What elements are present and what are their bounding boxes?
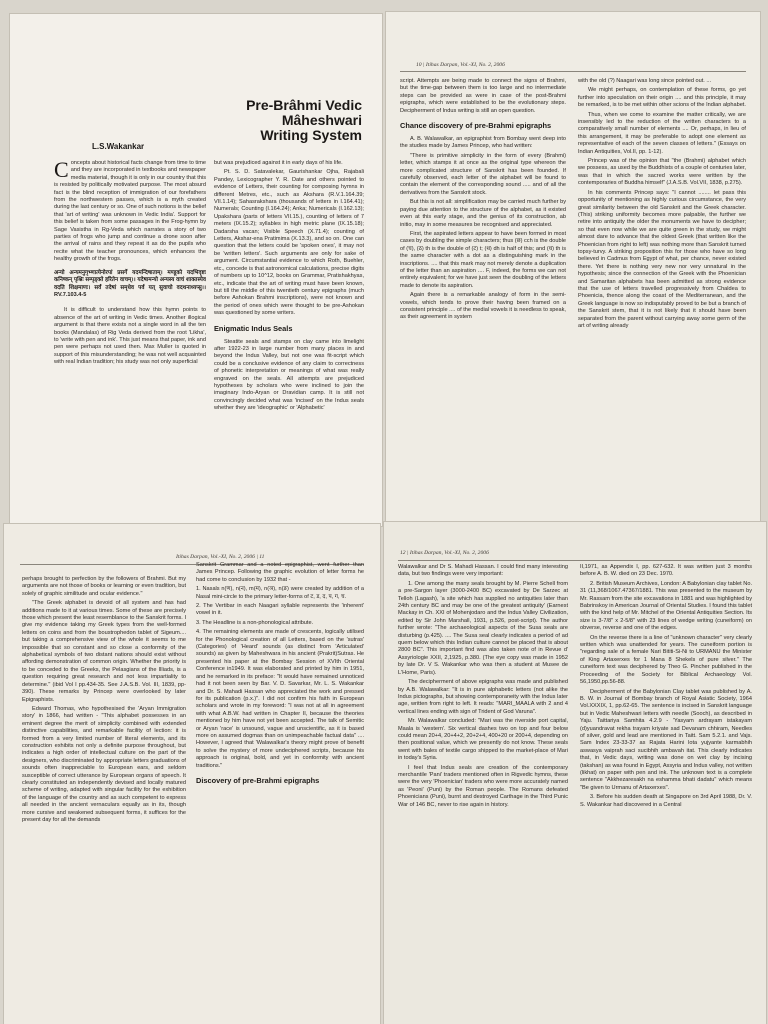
page3-column-1 (22, 576, 186, 1020)
page-1 (10, 14, 382, 526)
intro-paragraph: Concepts about historical facts change from time to time and they are incorporated in textbooks and newspaper media material, though it is only in our country that this is resisted by politically motivated purpose. The most absurd fact is the blind reception of immigration of our forefathers from the northwestern passes, which is a myth created during the last century or so. One of such notions is the belief that 'art of writing' was unknown in Vedic India'. Support for this belief is taken from some passages in the Frog-hymn by Sage Vasistha in Rg-Veda which narrates a story of two parties of frogs who jump and continue a drone soon after the arrival of rains and they repeat it as do the pupils who recite what the teacher pronounces, which enhances the healthy growth of the frogs. (54, 160, 206, 263)
paragraph: perhaps brought to perfection by the followers of Brahmi. But my arguments are not those of books or learning or even tradition, but solely of graphic similitude and ocular evidence." (22, 576, 186, 597)
list-item: 1. Nasals n(ण), n(न), m(म), n(ञ), n(ङ) were created by addition of a Nasal mini-circle to the primary letter-forms of ट, ड, द, प, ग, च. (196, 586, 364, 600)
paragraph: Decipherment of the Babylonian Clay tablet was published by A. B. W. in Journal of Bombay branch of Royal Asiatic Society, 1964 Vol.XXXIX, 1, pp.62-65. The sentence is incised in Sanskrit language but in Vedic Maheshwari letters with needle (Sooch), as described in Yaju. Taittariya Samhita 4.2.9 - 'Yasyam ardrayam istakayam (d)yuandravat rekha trayam kriyate sad Devanam chhiram, Needles of silver, gold and lead are mentioned in Taitt. Sam 5.2.1. and Vajs. Sam Index 23-33-37 as Rajata Harini lota yujyante karmabhih aswasya vaiprah saci sucibhih ambavah itat. This clearly indicates that, in Vedic days, writing was done on wet clay by incising (takshan) as was found in Egypt, Assyria and Indus valley, not written (likhat) on paper with pen and ink. The unknown text is a complete sentence "Akkhezaresakh na eshamma bhati dadatu" which means "Be given to Urmanu of Artaxerxes". (580, 688, 752, 791)
paragraph: II,1971, as Appendix I, pp. 627-632. It was written just 3 months before A. B. W. died on 23 Dec. 1970. (580, 564, 752, 578)
paragraph: 1. One among the many seals brought by M. Pierre Schell from a pre-Sargon layer (3000-2400 BC) excavated by De Sarzec at Telloh (Lagash), 'a site which has supplied no antiquities later than 24th century BC and may be one of the greatest antiquity' (Earnest Mackay in Ch. XXI of Mohenjodaro and the Indus Valley Civilization, edited by Sir John Marshall, 1931, p.526, post-script). The author further wrote: "The archaeological aspects of the Susa seals are disturbing (p.425). .... The Susa seal clearly indicates a period of ad quem below which this Indian culture cannot be placed that is about 2800 BC". This important find was also taken note of in Revue d' Assyriologie XXII, 2,1925, p.380. (The eye copy was made in 1952 by late Dr. V S. Wakankar who was then a student at Musee de L'Home, Paris). (398, 580, 568, 676)
paragraph: Edward Thomas, who hypothesised the 'Aryan Immigration story' in 1866, had written - "This alphabet possesses in an eminent degree the merit of simplicity combined with extended distinctive capabilities, and remarkable facility of lection: it is formed from a very limited number of literal elements, and its construction exhibits not only a definite purpose throughout, but indicates a high order of intellectual culture on the part of the designers, who discriminated by appropriate letters graduations of sounds often inappreciable to European ears, and seldom susceptible of correct utterance by European organs of speech. It clearly constituted an independently devised and locally matured scheme of writing, adapted with singular facility for the exhibition of the language of the country and as such competent to express all needed in the ancient vernaculars equally as in its, though more cursive and weakened subsequent forms, it suffices for the present day for all the demands (22, 705, 186, 823)
paragraph: I feel that Indus seals are creation of the contemporary merchantile 'Pani' traders mentioned often in Rigvedic hymns, these were the very 'Phoenician' traders who were more accurately named as 'Peoni' (Puni) by the Roman people. The Romans defeated Phoenicians (Puni), burnt and destroyed Carthage in the Third Punic War of 146 BC, never to rise again in history. (398, 764, 568, 808)
page-2 (386, 12, 760, 524)
header-rule (398, 560, 750, 561)
paragraph: Walawalkar and Dr S. Mahadi Hassan. I could find many interesting data, but two findings were very important: (398, 564, 568, 578)
section-heading: Chance discovery of pre-Brahmi epigraphs (400, 121, 552, 131)
paragraph: 2. British Museum Archives, London: A Babylonian clay tablet No. 31 (11,368/1067.47367/1881. This was presented to the museum by Mr. Rassam from the site excavations in 1881 and was highlighted by Babrinskoy in American Journal of Oriental Studies. I found this tablet with the kind help of Mr. Mitchel of the Oriental Antiquities Section. Its size is 3-7/8" x 2-5/8" with 23 lines of wedge writing (cuneiform) on obverse, reverse and one of the edges. (580, 580, 752, 632)
page1-column-1 (54, 160, 206, 520)
paragraph: Princep was of the opinion that "the (Brahmi) alphabet which we possess, as used by the Buddhists of a couple of centuries later, was that in which the sacred works were written by the contemporaries of Buddha himself" (J.A.S.B. Vol.VII, 1838, p.275). (578, 158, 746, 187)
quote-paragraph: Again there is a remarkable analogy of form in the semi-vowels, which tends to prove their having been framed on a consistent principle .... of the medial vowels it is needless to speak, as their agreement in system (400, 292, 566, 321)
paragraph: Mr. Walawalkar concluded: "Mari was the riverside port capital, Maala is 'western'. Six vertical dashes two on top and four below could mean 20+4, 20+4+2, 20+2+4, 400+20 or 200+4, depending on then positional value, which we presently do not know. These seals went with bales of textile cargo shipped to the market-place of Mari in today's Syria. (398, 718, 568, 762)
page4-column-2 (580, 564, 752, 1020)
paragraph: but was prejudiced against it in early days of his life. (214, 160, 343, 166)
list-item: 3. The Headline is a non-phonological attribute. (196, 619, 314, 626)
page-3 (4, 524, 380, 1024)
running-header: 10 | Itihas Darpan, Vol.-XI, No. 2, 2006 (416, 62, 505, 68)
paragraph: We might perhaps, on contemplation of these forms, go yet further into speculation on their origin .... and this principle, it may be remarked, is to be met within other scions of the Indian alphabet. (578, 87, 746, 109)
page2-column-1 (400, 78, 566, 514)
paragraph: Sanskrit Grammar and a noted epigraphist, went further than James Princep. Following the graphic evolution of letter forms he had come to conclusion by 1932 that - (196, 562, 364, 583)
paragraph: On the reverse there is a line of "unknown character" very clearly written which was unattended for years. The cuneiform portion is "regarding sale of a female Nari Bititi-Si-Ni to URMANU the Minister of King Artaxerxes for 1 Mana 8 Shekels of pure silver." The cuneiform text was deciphered by Theo G. Pincher published in the Proceeding of the Society for Biblical Archaeology Vol. 56,1950,pp.56-88. (580, 634, 752, 686)
sanskrit-verse: अन्यो अन्यमनुगृभ्णात्येनोरपां प्रसर्गे यदमन्दिषाताम्। मण्डूको यदभिवृष्टः कनिष्कन् पृश्निः सम्पृड्क्ते हरितेन वाचम्।। यदेषामन्यो अन्यस्य वाचं शाक्तस्येव वदति शिक्षमाणः। सर्वं तदेषां समृधेव पर्व यत् सुवाचो वदथनाध्यप्सु।। RV.7.103.4-5 (54, 269, 206, 298)
list-item: 2. The Vertibar in each Naagari syllable represents the 'inherent' vowel in it. (196, 603, 364, 617)
quote-paragraph: "The Greek alphabet is devoid of all system and has had additions made to it at various times. Some of these are precisely those which present the least resemblance to the Sanskrit forms. I give my evidence taking my Greek types from the well-formed letters on coins and from the boustrophedon tablet of Sigeum.... but taking a comprehensive view of the whole it seems to me impossible that so constant and so close a conformity of the alphabetical symbols of two distant nations should exist without affording demonstration of common origin. Whether the priority is to be conceded to the Greeks, the Pelasgians of the Illiads, is a question requiring great research and not less impartiality to determine." (ibid Vol I pp.434-35. See J.A.S.B. Vol. III, 1839, pp-390). These remarks by Princep were overlooked by later Epigraphists. (22, 600, 186, 703)
drop-cap: C (54, 160, 69, 182)
section-heading: Discovery of pre-Brahmi epigraphs (196, 775, 320, 785)
paragraph: Steatite seals and stamps on clay came into limelight after 1922-23 in large number from many places in and beyond the Indus Valley, but not one was fit-script which could be a conclusive evidence of any claim to correctness of phonetic interpretation or meanings of what was really engraved on the seals. All attempts are prejudiced hypotheses by scholars who were inclined to join the imaginary Indo-Aryan or Dravidian camp. It is still not convincingly decided what was 'incised' on the Indus seals whether they are 'ideographic' or 'Alphabetic' (214, 338, 364, 412)
paragraph: with the old (?) Naagari was long since pointed out. ... (578, 78, 712, 84)
quote-paragraph: First, the aspirated letters appear to have been formed in most cases by doubling the simple characters; thus (छ) cch is the double of (च), (ठ) th is the double of (ट) t; (थ) dh is half of this; and (ध) th is the same character with a dot as a distinguishing mark in the inscriptions. .... that this mark may not merely denote a duplication of the letter than an aspiration .... F, indeed, the forms we can not entirely equivalent; for we have just seen the doubling of the letters made to denote its aspiration. (400, 230, 566, 289)
page1-column-2 (214, 160, 364, 520)
paragraph: A. B. Walawalkar, an epigraphist from Bombay went deep into the studies made by James Princep, who had written: (400, 136, 566, 150)
quote-paragraph: But this is not all: simplification may be carried much further by paying due attention to the structure of the alphabet, as it existed even at this early stage, and the genius of its construction, ab initio, may in some measures be recognised and appreciated. (400, 199, 566, 228)
quote-paragraph: "There is primitive simplicity in the form of every (Brahmi) letter, which stamps it at once as the original type whereon the more complicated structure of Sanskrit has been founded. If carefully observed, each letter of the alphabet will be found to contain the element of the corresponding sound ..... and of all the derivatives from the Sanskrit stock. (400, 152, 566, 196)
paragraph: In his comments Princep says: "I cannot ........ let pass this opportunity of mentioning as highly curious circumstance, the very great similarity between the old Sanskrit and the Greek character. (This) striking uniformity becomes more palpable, the further we retire into antiquity the older the monuments we have to decipher; so that even now while we are quite green in the study, we might almost dare to advance that the oldest Greek (that written like the Phoenician from right to left) was nothing more than Sanskrit turned topsy-turvy. A striking proposition this for those who have so long believed in Cadmus from Egypt of what, per chance, never existed there. Yet there is nothing very new nor very unnatural in the hypothesis; since the connection of the Greek with the Phoenician and Samaritan alphabets has been admitted as strong evidence that the use of letters travelled progressively from Chaldea to Phoenicia, thence along the coast of the Mediterranean, and the Greek language is now so indisputably proved to be but a branch of the Sanskrit stem, that it is not likely that it should have been separated from the parent without carrying away some germ of the art of writing already (578, 189, 746, 329)
paragraph: It is difficult to understand how this hymn points to absence of the art of writing in Vedic times. Another illogical argument is that there exists not a single word in all the ten books (Mandalas) of Rig Veda derived from the root 'Likha', to 'write with pen and ink'. This just means that paper, ink and pen were perhaps not used then. Max Muller is quoted in support of this misunderstanding; he was not well acquainted with real Indian tradition; his study was not only superficial (54, 307, 206, 366)
paragraph: script. Attempts are being made to connect the signs of Brahmi, but the time-gap between them is too large and no intermediate steps can be provided as were in case of the post-Brahmi epigraphs, which were established to be the evolutionary steps. Decipherment of Indus writing is still an open question. (400, 78, 566, 114)
paragraph: 3. Before his sudden death at Singapore on 3rd April 1988, Dr. V. S. Wakankar had discovered in a Central (580, 794, 752, 808)
running-header: Itihas Darpan, Vol.-XI, No. 2, 2006 | 11 (176, 554, 265, 560)
page2-column-2 (578, 78, 746, 514)
page-4 (384, 522, 766, 1024)
paragraph: The decipherment of above epigraphs was made and published by A.B. Walawalkar: "It is in pure alphabetic letters (not alike the Indus pictographs, but showing contemporaneity with the Indus later age, written from right to left. It reads: "MARI_MAALA with 2 and 4 vertical lines ending with sign of Trident of God Varuna". (398, 679, 568, 715)
paragraph: Pt. S. D. Satavalekar, Gaurishankar Ojha, Rajabali Pandey, Lexicographer Y. R. Date and others pointed to evidence of Letters, their counting for composing hymns in different Metres, etc., such as Akshara (R.V.1.164.39; VII.1.14); Sahasrakshara (thousands of letters in I.164.41); Numerals; Counting (I.164.24); Anka; Numericals (I.162.13); Upakshara (parts of letters VII.15.), counting of letters of 7 meters (IX.15.2); syllables in high metric plane (IX.15.18); Dadarsha vacan; Visible Speech (X.71.4); counting of Letters, Akshar-ena Pratimima (X.13.3), and so on. One can question that the letters could be 'spoken ones', it may not be 'written letters'. Such arguments are only for sake of argument. Circumstantial evidence to which Roth, Buehler, etc., concede is that astronomical calculations, precise digits of numbers up to 10^12, books on Grammar, Pratishakhyas, etc., indicate that the art of writing must have been known, but till the middle of this twentieth century epigraphs (much before Ashokan Brahmi inscriptions), were not known and the period of ones which were thought to be pre-Ashokan was questioned by some writers. (214, 169, 364, 317)
article-title: Pre-Brâhmi Vedic Mâheshwari Writing System (246, 97, 362, 143)
paragraph: Thus, when we come to examine the matter critically, we are insensibly led to the reduction of the written characters to a comparatively small number of elements .... Or, perhaps, in lieu of this arrangement, it may be preferable to adopt one element as representative of each of the seven classes of letters." (Essays on Indian Antiquities, Vol.II, pp. 1-12). (578, 111, 746, 155)
list-item: 4. The remaining elements are made of crescents, logically utilised for the Phonological creation of all Letters, based on the 'sutras' (Categories) of 'Heard' sounds (as distinct from 'Articulated' sounds) as given by Maheshwara in his ancient (Prakrit)Sutras. He presented his paper at the Bombay Session of XVIth Oriental Conference in1949. It was elaborated and printed by him in 1951, and he remarked in its preface: "It would have remained unnoticed had it not been seen by Bar. V. D. Savarkar, Mr. L. S. Wakankar and Dr. S. Mahadi Hassan who appreciated the work and pressed for its publication (p.x.)". I did not confirm his faith in European scholars and wrote in my foreword: "I was not at all in agreement with what A.B.W. had written in Chapter II, because the theories mentioned by him have not yet been accepted. The talk of Semitic or Aryan 'race' is unsound, vague and unscientific, as it is based more on assumed dogmas than on unimpeachable factual data" .... However, I agreed that 'Walawalkar's theory might prove of benefit to solve the mystery of more undeciphered scripts, because his approach is original, bold, and yet in conformity with ancient traditions." (196, 629, 364, 769)
article-author: L.S.Wakankar (92, 142, 145, 151)
page4-column-1 (398, 564, 568, 1020)
page3-column-2 (196, 562, 364, 1020)
section-heading: Enigmatic Indus Seals (214, 323, 293, 333)
running-header: 12 | Itihas Darpan, Vol.-XI, No. 2, 2006 (400, 550, 489, 556)
header-rule (400, 71, 746, 72)
